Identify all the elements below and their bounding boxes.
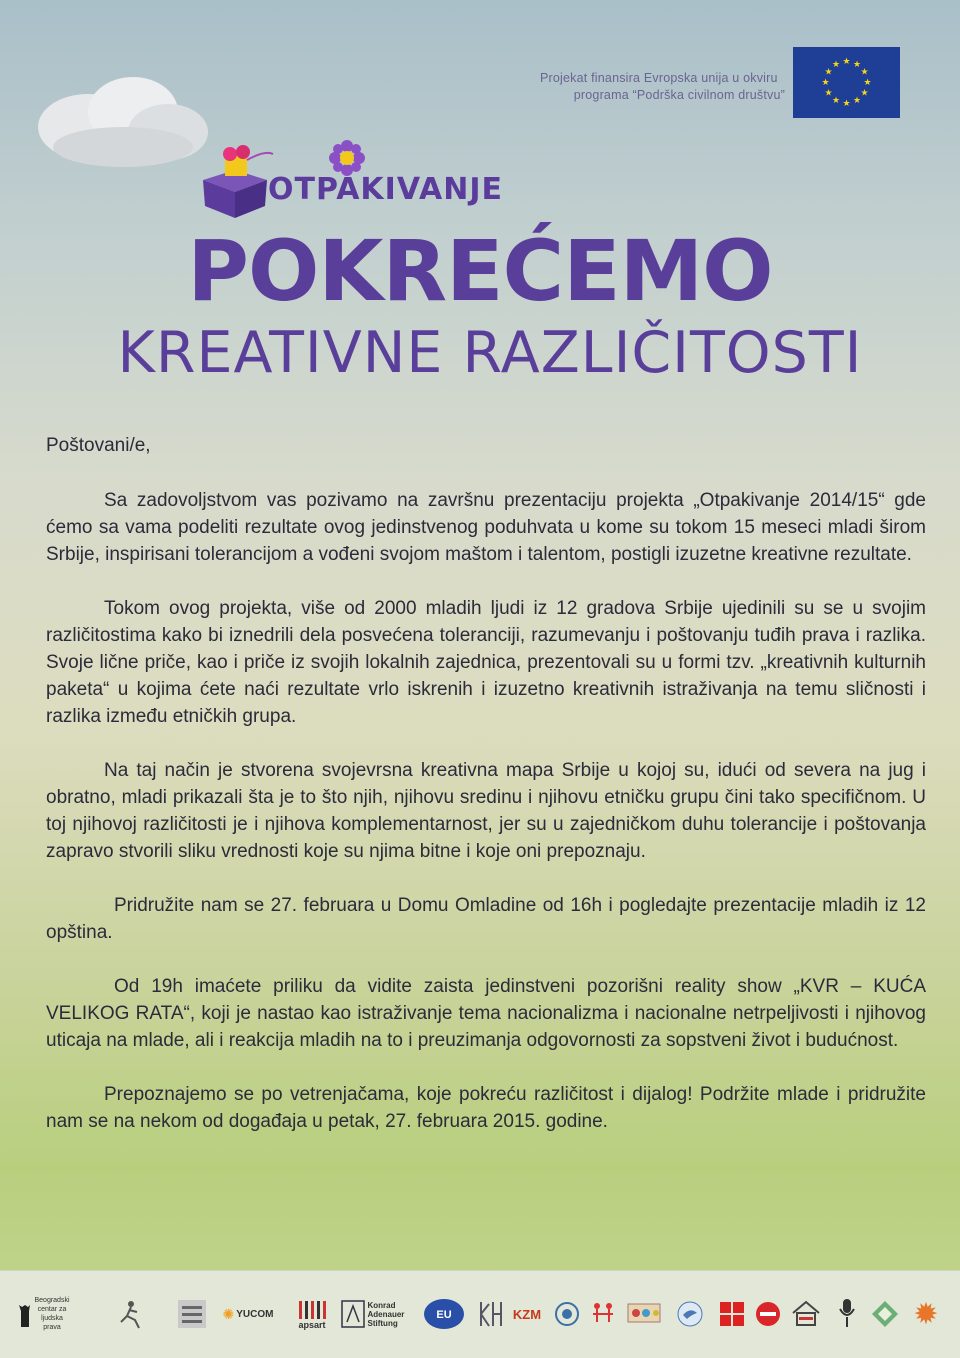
sponsor-yucom (218, 1291, 278, 1337)
letter-paragraph: Sa zadovoljstvom vas pozivamo na završnu prezentaciju projekta „Otpakivanje 2014/15“ gde ćemo sa vama podeliti rezultate ovog jedinstvenog poduhvata u kome su tokom 15 meseci mladi širom Srbije, inspirisani tolerancijom a vođeni svojom maštom i talentom, postigli izuzetne kreativne rezultate. (46, 490, 926, 565)
svg-text:★: ★ (831, 60, 841, 70)
runner-icon (111, 1298, 151, 1330)
diamond-pattern-icon (870, 1299, 900, 1329)
svg-text:EU: EU (436, 1309, 452, 1321)
sponsor-label: Beogradski centar za ljudska prava (34, 1297, 70, 1331)
bars-icon (297, 1299, 327, 1321)
eu-info-icon (422, 1297, 466, 1331)
svg-text:★: ★ (842, 99, 851, 109)
sponsor-figures (585, 1291, 621, 1337)
invitation-letter (46, 432, 926, 1162)
cat-icon (18, 1299, 32, 1329)
svg-text:★: ★ (824, 88, 833, 99)
eu-notice-line1: Projekat finansira Evropska unija u okviru (540, 71, 778, 85)
sponsor-bird (668, 1291, 712, 1337)
circle-seal-icon (554, 1301, 580, 1327)
sponsor-mic (830, 1291, 864, 1337)
sponsor-grid (716, 1291, 748, 1337)
svg-text:★: ★ (860, 67, 869, 78)
sponsor-diamond (868, 1291, 902, 1337)
sponsor-label: KZM (512, 1306, 542, 1322)
letter-paragraph: Na taj način je stvorena svojevrsna kreativna mapa Srbije u kojoj su, idući od severa na jug i obratno, mladi prikazali šta je to što njih, njihovu sredinu i njihovu etničku grupu čini tako specifičnom. U toj njihovoj različitosti je i njihova komplementarnost, jer su u zajedničkom duhu tolerancije i poštovanja zapravo stvorili sliku vrednosti koje su njima bitne i koje oni prepoznaju. (46, 760, 926, 862)
sun-icon: ✺ (222, 1305, 235, 1322)
gift-box-icon (195, 140, 275, 220)
sponsor-kaleidoscope (624, 1291, 664, 1337)
page-headline: POKREĆEMO (187, 222, 773, 320)
mic-icon (837, 1297, 857, 1331)
sponsor-label: Konrad Adenauer Stiftung (367, 1300, 405, 1328)
sponsor-label: apsart (298, 1319, 326, 1330)
sponsor-kh (474, 1291, 506, 1337)
kh-icon (477, 1300, 503, 1328)
letter-greeting: Poštovani/e, (46, 435, 151, 456)
sponsor-label: YUCOM (236, 1308, 274, 1320)
eu-flag-icon (793, 47, 900, 118)
sponsor-strip (0, 1270, 960, 1358)
grid-icon (718, 1300, 746, 1328)
letter-paragraph: Pridružite nam se 27. februara u Domu Omladine od 16h i pogledajte prezentacije mladih iz 12 opština. (46, 895, 926, 943)
house-icon (790, 1299, 822, 1329)
letter-paragraph: Tokom ovog projekta, više od 2000 mladih ljudi iz 12 gradova Srbije ujedinili su se u svojim različitostima kako bi iznedrili dela posvećena toleranciji, razumevanju i poštovanju tuđih prava i razlika. Svoje lične priče, kao i priče iz svojih lokalnih zajednica, prezentovali su u formi tzv. „kreativnih kulturnih paketa“ u kojima ćete naći rezultate vrlo iskrenih i izuzetno kreativnih istraživanja na temu sličnosti i razlika između etničkih grupa. (46, 598, 926, 727)
page-subheadline: KREATIVNE RAZLIČITOSTI (117, 320, 863, 386)
letter-paragraph: Prepoznajemo se po vetrenjačama, koje pokreću različitost i dijalog! Podržite mlade i pridružite nam se na nekom od događaja u petak, 27. februara 2015. godine. (46, 1084, 926, 1132)
svg-text:★: ★ (831, 96, 841, 106)
svg-text:★: ★ (842, 57, 851, 67)
sponsor-beogradski-centar (16, 1291, 74, 1337)
figures-icon (587, 1298, 619, 1330)
svg-text:★: ★ (852, 60, 862, 70)
bird-icon (675, 1299, 705, 1329)
eu-funding-notice (540, 70, 785, 104)
kaleidoscope-icon (626, 1300, 662, 1328)
svg-text:★: ★ (824, 67, 833, 78)
sponsor-orange-sun (906, 1291, 946, 1337)
sponsor-seal (552, 1291, 582, 1337)
eu-notice-line2: programa “Podrška civilnom društvu” (573, 88, 785, 102)
sponsor-centar (172, 1291, 212, 1337)
svg-text:★: ★ (852, 96, 862, 106)
stop-sign-icon (754, 1300, 782, 1328)
svg-text:★: ★ (863, 78, 872, 88)
cloud-illustration (28, 72, 218, 172)
logo-wordmark: OTPAKIVANJE (268, 172, 503, 207)
svg-text:★: ★ (821, 78, 830, 88)
kas-icon (341, 1300, 365, 1328)
sponsor-eu-info (420, 1291, 468, 1337)
orange-sun-icon: ✹ (913, 1297, 939, 1331)
sponsor-house (788, 1291, 824, 1337)
sponsor-kzm (508, 1291, 546, 1337)
svg-text:★: ★ (860, 88, 869, 99)
sponsor-runner (102, 1291, 160, 1337)
sponsor-apsart (292, 1291, 332, 1337)
sponsor-stop (752, 1291, 784, 1337)
sponsor-kas (340, 1291, 412, 1337)
centar-logo (174, 1294, 210, 1334)
letter-paragraph: Od 19h imaćete priliku da vidite zaista jedinstveni pozorišni reality show „KVR – KUĆA VELIKOG RATA“, koji je nastao kao istraživanje tema nacionalizma i nacionalne netrpeljivosti i njihovog uticaja na mlade, ali i reakcija mladih na to i preuzimanja odgovornosti za sopstveni život i budućnost. (46, 976, 926, 1051)
